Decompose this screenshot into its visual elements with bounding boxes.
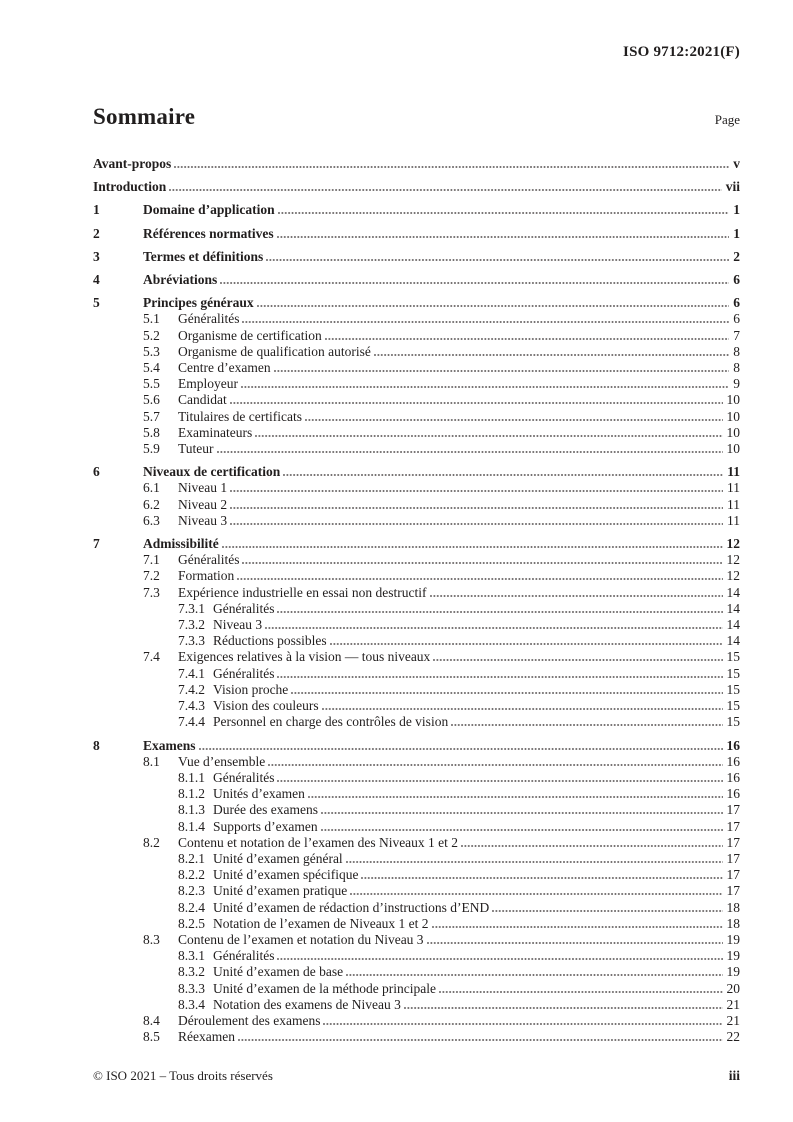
toc-entry-page: 1: [733, 202, 740, 218]
toc-entry[interactable]: [178, 900, 740, 916]
toc-entry-number: 5.5: [143, 376, 160, 392]
copyright-text: © ISO 2021 – Tous droits réservés: [93, 1068, 273, 1083]
toc-entry-page: 10: [726, 424, 740, 440]
toc-entry-number: 5.4: [143, 360, 160, 376]
toc-entry-title: Tuteur: [178, 441, 214, 457]
toc-entry[interactable]: [178, 867, 740, 883]
toc-entry-title: Niveau 2: [178, 496, 228, 512]
toc-entry-title: Termes et définitions: [143, 248, 264, 264]
toc-entry-page: 19: [726, 964, 740, 980]
toc-entry-page: vii: [725, 179, 740, 195]
toc-entry[interactable]: [178, 948, 740, 964]
toc-entry-page: 14: [726, 600, 740, 616]
toc-entry-title: Titulaires de certificats: [178, 408, 302, 424]
toc-entry-page: 14: [726, 584, 740, 600]
toc-entry-title: Durée des examens: [213, 802, 318, 818]
toc-entry[interactable]: [93, 272, 740, 288]
toc-entry-page: 15: [726, 681, 740, 697]
page-number: iii: [728, 1068, 740, 1083]
toc-entry[interactable]: [143, 425, 740, 441]
toc-entry-page: 14: [726, 633, 740, 649]
toc-entry[interactable]: [143, 513, 740, 529]
page-column-label: Page: [714, 112, 740, 127]
toc-entry[interactable]: [178, 802, 740, 818]
toc-entry[interactable]: [143, 441, 740, 457]
toc-entry-title: Unité d’examen de base: [213, 964, 344, 980]
toc-entry-number: 6.3: [143, 512, 160, 528]
toc-entry[interactable]: [143, 311, 740, 327]
document-reference: ISO 9712:2021(F): [623, 44, 740, 60]
toc-entry-number: 8.4: [143, 1012, 160, 1028]
toc-entry-number: 7.4.4: [178, 714, 205, 730]
toc-entry-page: 12: [726, 568, 740, 584]
toc-entry-number: 5.3: [143, 343, 160, 359]
toc-entry-number: 7.4.2: [178, 681, 205, 697]
toc-entry-title: Notation de l’examen de Niveaux 1 et 2: [213, 915, 429, 931]
toc-entry-page: v: [733, 156, 740, 171]
toc-entry-number: 8.1.3: [178, 802, 205, 818]
toc-entry-title: Généralités: [213, 600, 275, 616]
toc-entry-number: 8.1.2: [178, 786, 205, 802]
toc-entry-title: Niveau 1: [178, 480, 228, 496]
toc-entry-page: 15: [726, 665, 740, 681]
toc-entry-number: 8.1.4: [178, 818, 205, 834]
toc-entry[interactable]: [178, 666, 740, 682]
toc-entry-page: 11: [727, 512, 740, 528]
toc-entry[interactable]: [93, 295, 740, 311]
toc-entry-page: 8: [733, 360, 740, 376]
toc-entry-page: 20: [726, 980, 740, 996]
toc-entry-title: Supports d’examen: [213, 818, 318, 834]
toc-entry-title: Exigences relatives à la vision — tous niveaux: [178, 649, 431, 665]
toc-entry[interactable]: [143, 1029, 740, 1045]
toc-entry-page: 10: [726, 408, 740, 424]
toc-entry-title: Unité d’examen spécifique: [213, 867, 359, 883]
toc-entry-title: Abréviations: [143, 272, 218, 288]
toc-entry-number: 1: [93, 202, 100, 218]
toc-entry[interactable]: [178, 770, 740, 786]
toc-entry-number: 6: [93, 464, 100, 480]
toc-entry[interactable]: [143, 480, 740, 496]
toc-entry-number: 8.3.3: [178, 980, 205, 996]
toc-entry-page: 11: [727, 464, 740, 480]
toc-entry-title: Employeur: [178, 376, 238, 392]
toc-entry-page: 15: [726, 714, 740, 730]
toc-entry-title: Déroulement des examens: [178, 1012, 321, 1028]
toc-entry-number: 8.1: [143, 753, 160, 769]
toc-entry-number: 8.2: [143, 834, 160, 850]
toc-entry[interactable]: [178, 964, 740, 980]
toc-entry-title: Unité d’examen de rédaction d’instructions d’END: [213, 899, 490, 915]
toc-entry-number: 5.9: [143, 441, 160, 457]
toc-entry-number: 7.4.3: [178, 698, 205, 714]
toc-entry-title: Formation: [178, 568, 235, 584]
toc-entry[interactable]: [143, 649, 740, 665]
toc-entry-title: Contenu de l’examen et notation du Niveau 3: [178, 931, 424, 947]
toc-entry-page: 21: [726, 996, 740, 1012]
toc-entry[interactable]: [178, 851, 740, 867]
toc-entry-title: Admissibilité: [143, 536, 219, 552]
toc-entry-number: 2: [93, 225, 100, 241]
toc-entry-number: 8.2.4: [178, 899, 205, 915]
toc-entry[interactable]: [143, 585, 740, 601]
toc-entry-page: 6: [733, 272, 740, 288]
toc-entry-title: Organisme de qualification autorisé: [178, 343, 371, 359]
toc-entry-title: Vision des couleurs: [213, 698, 319, 714]
toc-entry[interactable]: [143, 754, 740, 770]
toc-entry-page: 1: [733, 225, 740, 241]
toc-entry-title: Références normatives: [143, 225, 274, 241]
toc-entry-page: 12: [726, 552, 740, 568]
toc-entry-page: 12: [726, 536, 740, 552]
toc-entry-page: 10: [726, 392, 740, 408]
toc-list: [93, 156, 740, 1045]
toc-entry-number: 7.2: [143, 568, 160, 584]
toc-entry-page: 9: [733, 376, 740, 392]
toc-entry-page: 8: [733, 343, 740, 359]
toc-entry-page: 16: [726, 769, 740, 785]
toc-entry-page: 17: [726, 818, 740, 834]
toc-entry[interactable]: [143, 409, 740, 425]
toc-entry-title: Domaine d’application: [143, 202, 275, 218]
toc-entry-number: 7.3.1: [178, 600, 205, 616]
toc-entry[interactable]: [178, 997, 740, 1013]
toc-entry-number: 5.6: [143, 392, 160, 408]
toc-entry[interactable]: [143, 344, 740, 360]
toc-entry[interactable]: [93, 202, 740, 218]
toc-entry-title: Notation des examens de Niveau 3: [213, 996, 401, 1012]
toc-entry-page: 16: [726, 786, 740, 802]
toc-entry[interactable]: [178, 916, 740, 932]
toc-entry-number: 5.8: [143, 424, 160, 440]
toc-entry-page: 19: [726, 931, 740, 947]
toc-entry-number: 8.3.2: [178, 964, 205, 980]
toc-entry[interactable]: [178, 633, 740, 649]
toc-entry-title: Généralités: [178, 552, 240, 568]
toc-entry-number: 8.1.1: [178, 769, 205, 785]
toc-entry-title: Examens: [143, 737, 196, 753]
toc-entry-page: 22: [726, 1029, 740, 1045]
toc-entry-number: 8.2.5: [178, 915, 205, 931]
toc-entry-number: 7.1: [143, 552, 160, 568]
toc-entry-title: Unité d’examen général: [213, 850, 343, 866]
toc-entry-number: 6.1: [143, 480, 160, 496]
toc-entry-title: Généralités: [213, 948, 275, 964]
toc-entry-number: 8.3: [143, 931, 160, 947]
toc-entry-number: 8.3.4: [178, 996, 205, 1012]
toc-entry[interactable]: [143, 1013, 740, 1029]
toc-entry-number: 8.3.1: [178, 948, 205, 964]
toc-entry-title: Principes généraux: [143, 295, 254, 311]
toc-entry[interactable]: [93, 464, 740, 480]
toc-entry-title: Unités d’examen: [213, 786, 305, 802]
toc-entry-page: 15: [726, 649, 740, 665]
toc-entry[interactable]: [178, 617, 740, 633]
toc-entry[interactable]: [143, 835, 740, 851]
toc-entry-title: Avant-propos: [93, 156, 172, 171]
toc-entry-number: 5: [93, 295, 100, 311]
toc-entry-number: 7.4.1: [178, 665, 205, 681]
toc-entry-title: Vue d’ensemble: [178, 753, 266, 769]
toc-entry-number: 3: [93, 248, 100, 264]
toc-entry-number: 5.7: [143, 408, 160, 424]
toc-entry-number: 8.2.2: [178, 867, 205, 883]
toc-entry-number: 8: [93, 737, 100, 753]
toc-entry-page: 21: [726, 1012, 740, 1028]
toc-entry-page: 17: [726, 850, 740, 866]
toc-entry[interactable]: [178, 786, 740, 802]
toc-entry-page: 17: [726, 802, 740, 818]
toc-entry-number: 7: [93, 536, 100, 552]
toc-header: [93, 104, 740, 130]
toc-entry-title: Personnel en charge des contrôles de vision: [213, 714, 449, 730]
toc-entry-page: 19: [726, 948, 740, 964]
toc-entry[interactable]: [143, 328, 740, 344]
toc-entry[interactable]: [178, 682, 740, 698]
toc-entry[interactable]: [178, 698, 740, 714]
toc-entry[interactable]: [143, 392, 740, 408]
toc-entry-number: 4: [93, 272, 100, 288]
toc-entry[interactable]: [143, 568, 740, 584]
toc-entry-page: 7: [733, 327, 740, 343]
page-footer: [93, 1068, 740, 1084]
toc-entry[interactable]: [143, 932, 740, 948]
toc-entry-title: Niveau 3: [213, 617, 263, 633]
toc-entry-title: Unité d’examen pratique: [213, 883, 348, 899]
toc-entry[interactable]: [143, 376, 740, 392]
toc-entry-title: Généralités: [178, 311, 240, 327]
toc-entry-page: 10: [726, 441, 740, 457]
toc-entry-page: 2: [733, 248, 740, 264]
toc-entry-page: 16: [726, 737, 740, 753]
toc-entry[interactable]: [93, 249, 740, 265]
toc-entry-number: 5.2: [143, 327, 160, 343]
toc-entry-number: 6.2: [143, 496, 160, 512]
toc-entry-title: Organisme de certification: [178, 327, 322, 343]
toc-entry[interactable]: [178, 819, 740, 835]
toc-entry-title: Unité d’examen de la méthode principale: [213, 980, 437, 996]
toc-entry-page: 17: [726, 834, 740, 850]
toc-entry-page: 11: [727, 496, 740, 512]
toc-title: Sommaire: [93, 104, 196, 129]
toc-entry-page: 18: [726, 899, 740, 915]
toc-entry[interactable]: [93, 536, 740, 552]
toc-entry-title: Réexamen: [178, 1029, 235, 1045]
toc-entry-page: 16: [726, 753, 740, 769]
toc-entry-number: 7.4: [143, 649, 160, 665]
toc-entry-page: 15: [726, 698, 740, 714]
toc-entry-title: Généralités: [213, 769, 275, 785]
toc-entry[interactable]: [93, 156, 740, 172]
toc-entry[interactable]: [93, 226, 740, 242]
toc-entry-page: 14: [726, 617, 740, 633]
toc-entry-page: 17: [726, 883, 740, 899]
toc-entry-page: 6: [733, 295, 740, 311]
toc-entry-title: Expérience industrielle en essai non destructif: [178, 584, 427, 600]
toc-entry[interactable]: [143, 360, 740, 376]
toc-entry-title: Contenu et notation de l’examen des Niveaux 1 et 2: [178, 834, 459, 850]
toc-entry-number: 7.3.2: [178, 617, 205, 633]
toc-entry-title: Niveau 3: [178, 512, 228, 528]
toc-entry-title: Introduction: [93, 179, 167, 195]
toc-entry[interactable]: [93, 738, 740, 754]
toc-entry[interactable]: [178, 883, 740, 899]
toc-entry-title: Examinateurs: [178, 424, 253, 440]
toc-entry-page: 17: [726, 867, 740, 883]
toc-entry-number: 5.1: [143, 311, 160, 327]
toc-entry-title: Niveaux de certification: [143, 464, 281, 480]
toc-entry[interactable]: [93, 179, 740, 195]
toc-entry[interactable]: [178, 714, 740, 730]
toc-entry-number: 7.3.3: [178, 633, 205, 649]
toc-entry-page: 6: [733, 311, 740, 327]
toc-entry[interactable]: [178, 601, 740, 617]
toc-entry-page: 11: [727, 480, 740, 496]
toc-entry-number: 7.3: [143, 584, 160, 600]
toc-entry-page: 18: [726, 915, 740, 931]
toc-entry-number: 8.2.3: [178, 883, 205, 899]
toc-entry-title: Candidat: [178, 392, 227, 408]
toc-entry-title: Centre d’examen: [178, 360, 271, 376]
toc-entry-title: Généralités: [213, 665, 275, 681]
toc-entry-title: Réductions possibles: [213, 633, 327, 649]
toc-entry[interactable]: [178, 981, 740, 997]
toc-entry-title: Vision proche: [213, 681, 289, 697]
toc-entry-number: 8.5: [143, 1029, 160, 1045]
toc-entry-number: 8.2.1: [178, 850, 205, 866]
toc-entry[interactable]: [143, 497, 740, 513]
toc-entry[interactable]: [143, 552, 740, 568]
